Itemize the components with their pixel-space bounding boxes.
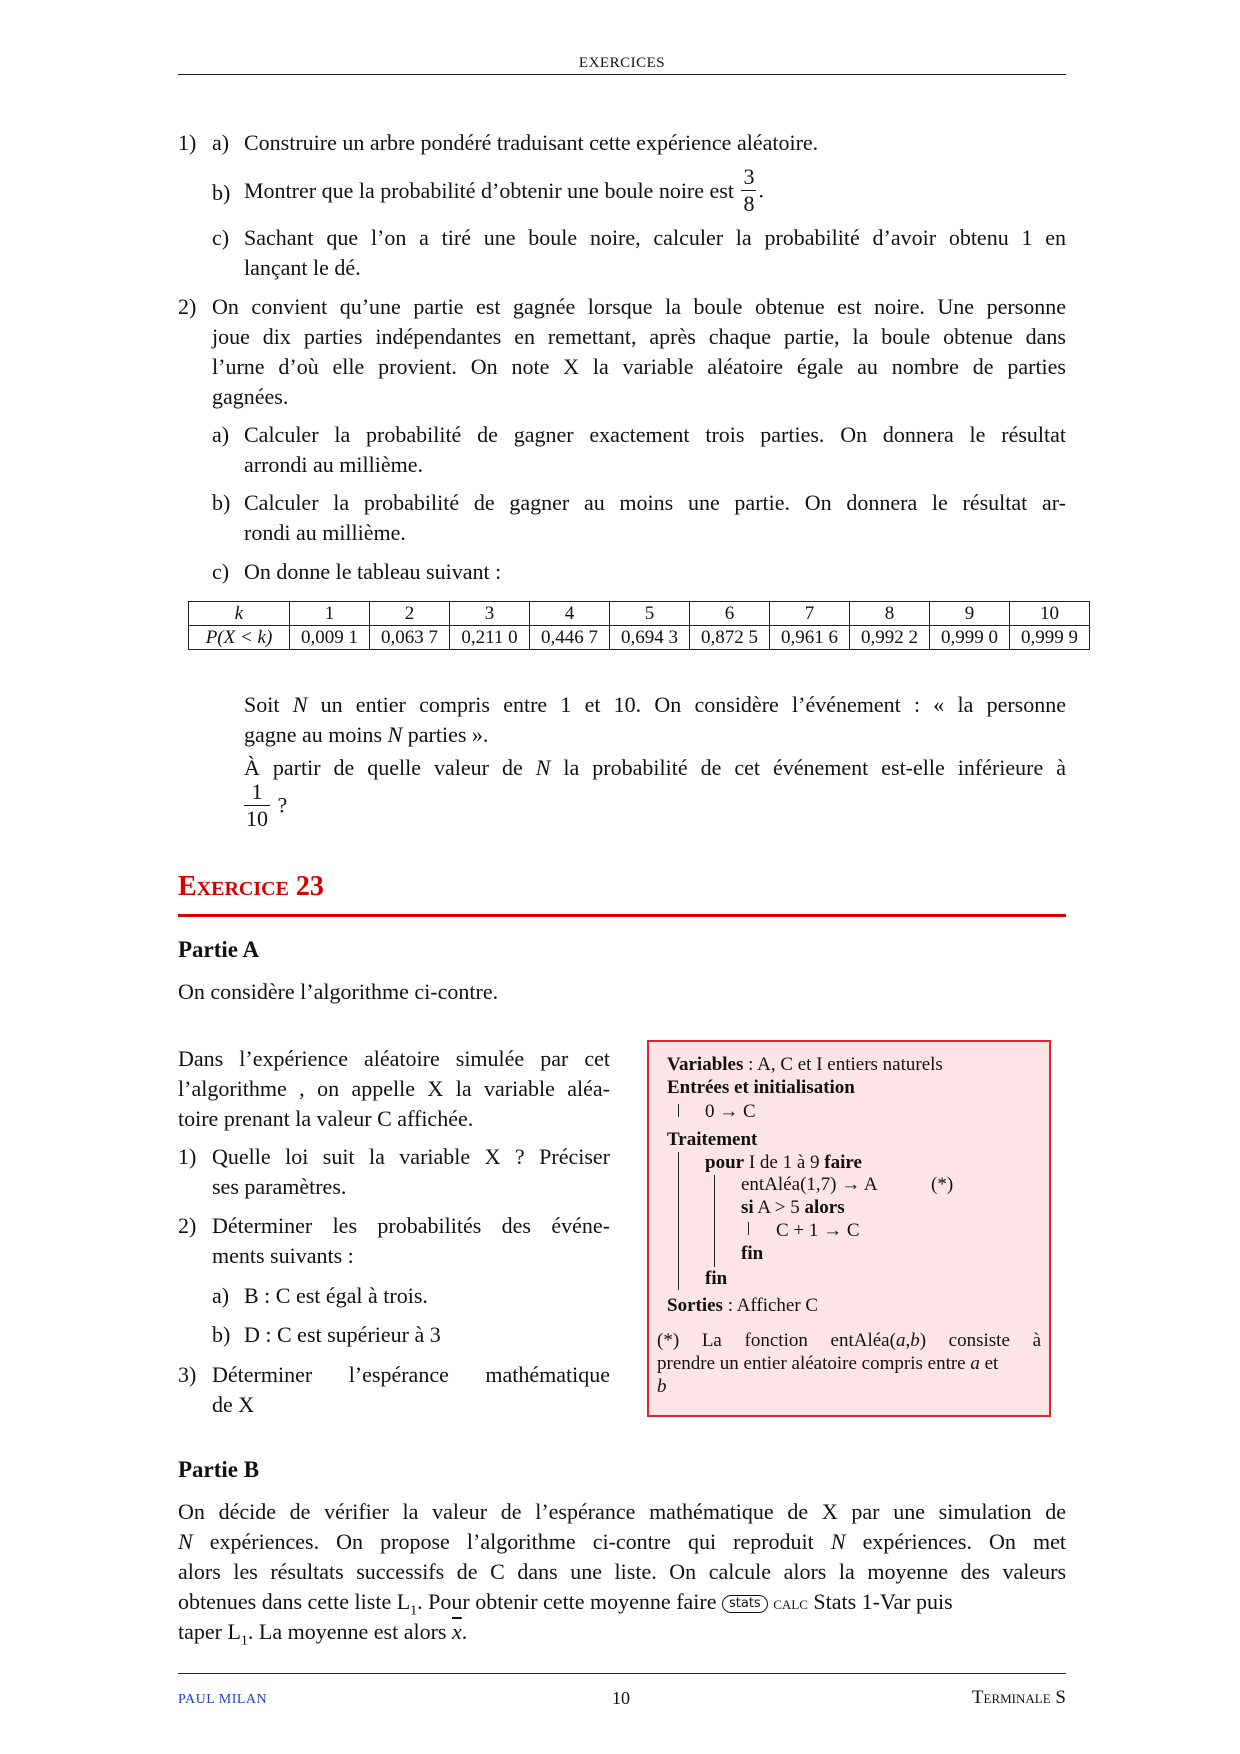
q1b-label: b) bbox=[212, 180, 231, 205]
table-row-k bbox=[189, 602, 1090, 626]
after-table-line2: gagne au moins N parties ». bbox=[244, 722, 489, 747]
partA-q2a-text: B : C est égal à trois. bbox=[244, 1283, 428, 1308]
algo-treatment-heading: Traitement bbox=[667, 1129, 758, 1150]
partA-q3-line1: Déterminer l’espérance mathématique bbox=[212, 1362, 610, 1387]
partA-q2-number: 2) bbox=[178, 1213, 197, 1238]
running-header: EXERCICES bbox=[578, 55, 666, 71]
partA-q2-line2: ments suivants : bbox=[212, 1243, 354, 1268]
partA-q3-line2: de X bbox=[212, 1392, 255, 1417]
k-cell: 10 bbox=[1010, 602, 1090, 626]
algorithm-box bbox=[647, 1040, 1051, 1417]
q2b-line2: rondi au millième. bbox=[244, 520, 406, 545]
after-table-line1: Soit N un entier compris entre 1 et 10. On considère l’événement : « la personne bbox=[244, 692, 1066, 717]
q2a-line2: arrondi au millième. bbox=[244, 452, 423, 477]
q1a-label: a) bbox=[212, 130, 230, 155]
k-cell: 4 bbox=[530, 602, 610, 626]
q2-line4: gagnées. bbox=[212, 384, 289, 409]
partA-q1-line2: ses paramètres. bbox=[212, 1174, 347, 1199]
algo-note-line3: b bbox=[657, 1376, 667, 1397]
p-cell: 0,694 3 bbox=[610, 626, 690, 650]
algo-init-heading: Entrées et initialisation bbox=[667, 1077, 855, 1098]
k-cell: 5 bbox=[610, 602, 690, 626]
algo-for-bar bbox=[714, 1175, 715, 1267]
k-cell: 7 bbox=[770, 602, 850, 626]
algo-outputs: Sorties : Afficher C bbox=[667, 1295, 819, 1316]
p-cell: 0,999 9 bbox=[1010, 626, 1090, 650]
q1-number: 1) bbox=[178, 130, 197, 155]
algo-variables: Variables : A, C et I entiers naturels bbox=[667, 1054, 943, 1075]
k-cell: 1 bbox=[290, 602, 370, 626]
p-cell: 0,009 1 bbox=[290, 626, 370, 650]
q2c-label: c) bbox=[212, 559, 230, 584]
partA-intro: On considère l’algorithme ci-contre. bbox=[178, 979, 499, 1004]
q1c-line1: Sachant que l’on a tiré une boule noire, calculer la probabilité d’avoir obtenu 1 en bbox=[244, 225, 1066, 250]
q1b-text: Montrer que la probabilité d’obtenir une boule noire est $\frac{3}{8}$ . bbox=[244, 164, 764, 216]
exercise-rule bbox=[178, 914, 1066, 917]
q2a-line1: Calculer la probabilité de gagner exactement trois parties. On donnera le résultat bbox=[244, 422, 1066, 447]
table-row-p bbox=[189, 626, 1090, 650]
partB-line2: N expériences. On propose l’algorithme ci-contre qui reproduit N expériences. On met bbox=[178, 1529, 1067, 1554]
algo-init-bar bbox=[678, 1104, 679, 1117]
partB-line3: alors les résultats successifs de C dans une liste. On calcule alors la moyenne des valeurs bbox=[178, 1559, 1066, 1584]
q2b-line1: Calculer la probabilité de gagner au moins une partie. On donnera le résultat ar- bbox=[244, 490, 1066, 515]
q1c-line2: lançant le dé. bbox=[244, 255, 361, 280]
p-cell: 0,999 0 bbox=[930, 626, 1010, 650]
partB-line1: On décide de vérifier la valeur de l’espérance mathématique de X par une simulation de bbox=[178, 1499, 1066, 1524]
header-rule bbox=[178, 74, 1066, 75]
p-cell: 0,211 0 bbox=[450, 626, 530, 650]
k-cell: 6 bbox=[690, 602, 770, 626]
stats-key-icon: stats bbox=[722, 1595, 768, 1613]
algo-fin-for: fin bbox=[705, 1268, 728, 1289]
partA-q2b-label: b) bbox=[212, 1322, 231, 1347]
algo-fin-if: fin bbox=[741, 1243, 764, 1264]
partA-q2b-text: D : C est supérieur à 3 bbox=[244, 1322, 441, 1347]
row-label-p: P(X < k) bbox=[189, 626, 290, 650]
algo-note-line2: prendre un entier aléatoire compris entre a et bbox=[657, 1353, 999, 1374]
partA-q1-number: 1) bbox=[178, 1144, 197, 1169]
partA-q2a-label: a) bbox=[212, 1283, 230, 1308]
q2-number: 2) bbox=[178, 294, 197, 319]
algo-init-line: 0 → C bbox=[705, 1101, 756, 1122]
p-cell: 0,446 7 bbox=[530, 626, 610, 650]
footer-author: PAUL MILAN bbox=[178, 1692, 268, 1707]
partA-para-line2: l’algorithme , on appelle X la variable aléa- bbox=[178, 1076, 610, 1101]
probability-table bbox=[188, 601, 1090, 650]
q1c-label: c) bbox=[212, 225, 230, 250]
algo-incr-line: C + 1 → C bbox=[776, 1220, 860, 1241]
algo-for-line: pour I de 1 à 9 faire bbox=[705, 1152, 862, 1173]
calc-key: calc bbox=[773, 1593, 808, 1613]
fraction-1-10: $\frac{1}{10}$ bbox=[246, 779, 268, 831]
q2-line3: l’urne d’où elle provient. On note X la variable aléatoire égale au nombre de parties bbox=[212, 354, 1066, 379]
k-cell: 3 bbox=[450, 602, 530, 626]
partA-q2-line1: Déterminer les probabilités des événe- bbox=[212, 1213, 610, 1238]
k-cell: 2 bbox=[370, 602, 450, 626]
k-cell: 8 bbox=[850, 602, 930, 626]
q1a-text: Construire un arbre pondéré traduisant cette expérience aléatoire. bbox=[244, 130, 819, 155]
p-cell: 0,872 5 bbox=[690, 626, 770, 650]
algo-if-bar bbox=[748, 1222, 749, 1235]
q2a-label: a) bbox=[212, 422, 230, 447]
q2-line2: joue dix parties indépendantes en remettant, après chaque partie, la boule obtenue dans bbox=[212, 324, 1066, 349]
partA-title: Partie A bbox=[178, 937, 260, 962]
partB-title: Partie B bbox=[178, 1457, 260, 1482]
footer-rule bbox=[178, 1673, 1066, 1674]
algo-star-marker: (*) bbox=[931, 1174, 954, 1195]
partA-para-line1: Dans l’expérience aléatoire simulée par cet bbox=[178, 1046, 610, 1071]
x-bar: $\overline{x}$ bbox=[451, 1619, 462, 1644]
fraction-1-10-line: $\frac{1}{10}$ ? bbox=[246, 779, 288, 831]
footer-class: Terminale S bbox=[971, 1687, 1066, 1708]
footer-page-number: 10 bbox=[612, 1688, 630, 1708]
partA-q3-number: 3) bbox=[178, 1362, 197, 1387]
q2b-label: b) bbox=[212, 490, 231, 515]
algo-rand-line: entAléa(1,7) → A bbox=[741, 1174, 878, 1195]
partA-q1-line1: Quelle loi suit la variable X ? Préciser bbox=[212, 1144, 610, 1169]
after-table-line3: À partir de quelle valeur de N la probabilité de cet événement est-elle inférieure à bbox=[244, 755, 1067, 780]
exercise-title: Exercice 23 bbox=[178, 871, 324, 902]
algo-note-line1: (*) La fonction entAléa(a,b) consiste à bbox=[657, 1330, 1041, 1351]
q2-line1: On convient qu’une partie est gagnée lorsque la boule obtenue est noire. Une personne bbox=[212, 294, 1066, 319]
partA-para-line3: toire prenant la valeur C affichée. bbox=[178, 1106, 474, 1131]
q2c-text: On donne le tableau suivant : bbox=[244, 559, 502, 584]
partB-line5: taper $L_1$. La moyenne est alors $\overline{x}$. bbox=[178, 1619, 468, 1649]
algo-treatment-bar bbox=[678, 1152, 679, 1290]
algo-if-line: si A > 5 alors bbox=[741, 1197, 845, 1218]
p-cell: 0,992 2 bbox=[850, 626, 930, 650]
partB-line4: obtenues dans cette liste $L_1$. Pour obtenir cette moyenne faire stats calc Stats 1-Var puis bbox=[178, 1589, 953, 1619]
row-label-k: k bbox=[189, 602, 290, 626]
k-cell: 9 bbox=[930, 602, 1010, 626]
p-cell: 0,961 6 bbox=[770, 626, 850, 650]
p-cell: 0,063 7 bbox=[370, 626, 450, 650]
fraction-3-8: $\frac{3}{8}$ bbox=[743, 164, 755, 216]
